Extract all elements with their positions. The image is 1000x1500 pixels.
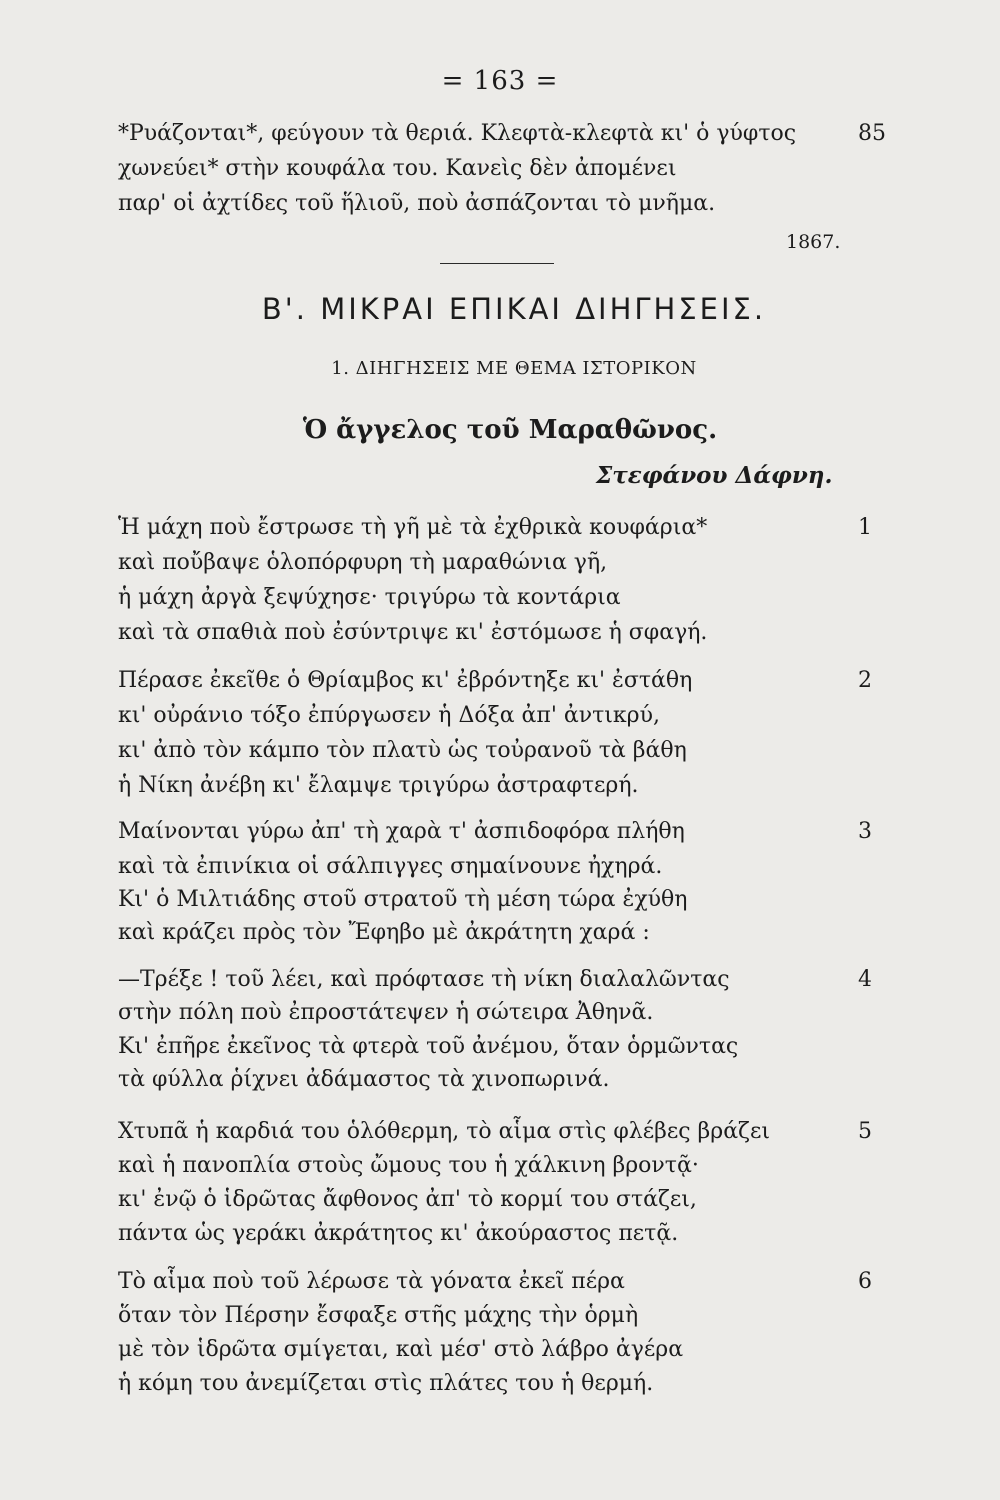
stanza-number: 1 (858, 515, 872, 540)
verse-line: ἡ Νίκη ἀνέβη κι' ἔλαμψε τριγύρω ἀστραφτερή. (118, 773, 639, 798)
stanza-number: 6 (858, 1269, 872, 1294)
stanza-number: 5 (858, 1119, 872, 1144)
verse-line: Πέρασε ἐκεῖθε ὁ Θρίαμβος κι' ἐβρόντηξε κι' ἐστάθη (118, 668, 693, 693)
stanza-number: 3 (858, 819, 872, 844)
verse-line: κι' οὐράνιο τόξο ἐπύργωσεν ἡ Δόξα ἀπ' ἀντικρύ, (118, 703, 660, 728)
intro-line: χωνεύει* στὴν κουφάλα του. Κανεὶς δὲν ἀπομένει (118, 156, 677, 181)
section-title: Β'. ΜΙΚΡΑΙ ΕΠΙΚΑΙ ΔΙΗΓΗΣΕΙΣ. (261, 292, 767, 326)
verse-line: Κι' ὁ Μιλτιάδης στοῦ στρατοῦ τὴ μέση τώρα ἐχύθη (118, 887, 688, 912)
verse-line: Τὸ αἷμα ποὺ τοῦ λέρωσε τὰ γόνατα ἐκεῖ πέρα (118, 1269, 625, 1294)
verse-line: τὰ φύλλα ῥίχνει ἀδάμαστος τὰ χινοπωρινά. (118, 1067, 610, 1092)
verse-line: κι' ἀπὸ τὸν κάμπο τὸν πλατὺ ὡς τοὐρανοῦ τὰ βάθη (118, 738, 687, 763)
subsection-title: 1. ΔΙΗΓΗΣΕΙΣ ΜΕ ΘΕΜΑ ΙΣΤΟΡΙΚΟΝ (331, 358, 697, 379)
verse-line: Μαίνονται γύρω ἀπ' τὴ χαρὰ τ' ἀσπιδοφόρα πλήθη (118, 819, 685, 844)
verse-line: καὶ τὰ ἐπινίκια οἱ σάλπιγγες σημαίνουνε ἠχηρά. (118, 854, 663, 879)
page-number: = 163 = (441, 66, 559, 96)
verse-line: πάντα ὡς γεράκι ἀκράτητος κι' ἀκούραστος πετᾷ. (118, 1221, 679, 1246)
verse-line: Χτυπᾶ ἡ καρδιά του ὁλόθερμη, τὸ αἷμα στὶς φλέβες βράζει (118, 1119, 771, 1144)
intro-line: *Ρυάζονται*, φεύγουν τὰ θεριά. Κλεφτὰ-κλεφτὰ κι' ὁ γύφτος (118, 121, 797, 146)
verse-line: ἡ μάχη ἀργὰ ξεψύχησε· τριγύρω τὰ κοντάρια (118, 585, 621, 610)
intro-line: παρ' οἱ ἀχτίδες τοῦ ἥλιοῦ, ποὺ ἀσπάζονται τὸ μνῆμα. (118, 191, 716, 216)
verse-line: μὲ τὸν ἱδρῶτα σμίγεται, καὶ μέσ' στὸ λάβρο ἀγέρα (118, 1337, 684, 1362)
verse-line: Κι' ἐπῆρε ἐκεῖνος τὰ φτερὰ τοῦ ἀνέμου, ὅταν ὁρμῶντας (118, 1034, 739, 1059)
verse-line: κι' ἐνῷ ὁ ἱδρῶτας ἄφθονος ἀπ' τὸ κορμί του στάζει, (118, 1187, 697, 1212)
verse-line: καὶ τὰ σπαθιὰ ποὺ ἐσύντριψε κι' ἐστόμωσε ἡ σφαγή. (118, 620, 708, 645)
poem-title: Ὁ ἄγγελος τοῦ Μαραθῶνος. (302, 415, 718, 445)
poem-author: Στεφάνου Δάφνη. (596, 462, 833, 489)
verse-line: ἡ κόμη του ἀνεμίζεται στὶς πλάτες του ἡ θερμή. (118, 1371, 654, 1396)
verse-line: καὶ ἡ πανοπλία στοὺς ὤμους του ἡ χάλκινη βροντᾷ· (118, 1153, 699, 1178)
poem-year: 1867. (786, 231, 841, 253)
verse-line: στὴν πόλη ποὺ ἐπροστάτεψεν ἡ σώτειρα Ἀθηνᾶ. (118, 1000, 654, 1025)
stanza-number: 4 (858, 967, 872, 992)
verse-line: Ἡ μάχη ποὺ ἔστρωσε τὴ γῆ μὲ τὰ ἐχθρικὰ κουφάρια* (118, 515, 708, 540)
divider (440, 263, 554, 264)
stanza-number: 2 (858, 668, 872, 693)
verse-line: καὶ κράζει πρὸς τὸν Ἔφηβο μὲ ἀκράτητη χαρά : (118, 920, 650, 945)
verse-line: ὅταν τὸν Πέρσην ἔσφαξε στῆς μάχης τὴν ὁρμὴ (118, 1303, 639, 1328)
verse-line: καὶ ποὔβαψε ὁλοπόρφυρη τὴ μαραθώνια γῆ, (118, 550, 608, 575)
line-number: 85 (858, 121, 886, 146)
verse-line: —Τρέξε ! τοῦ λέει, καὶ πρόφτασε τὴ νίκη διαλαλῶντας (118, 967, 730, 992)
